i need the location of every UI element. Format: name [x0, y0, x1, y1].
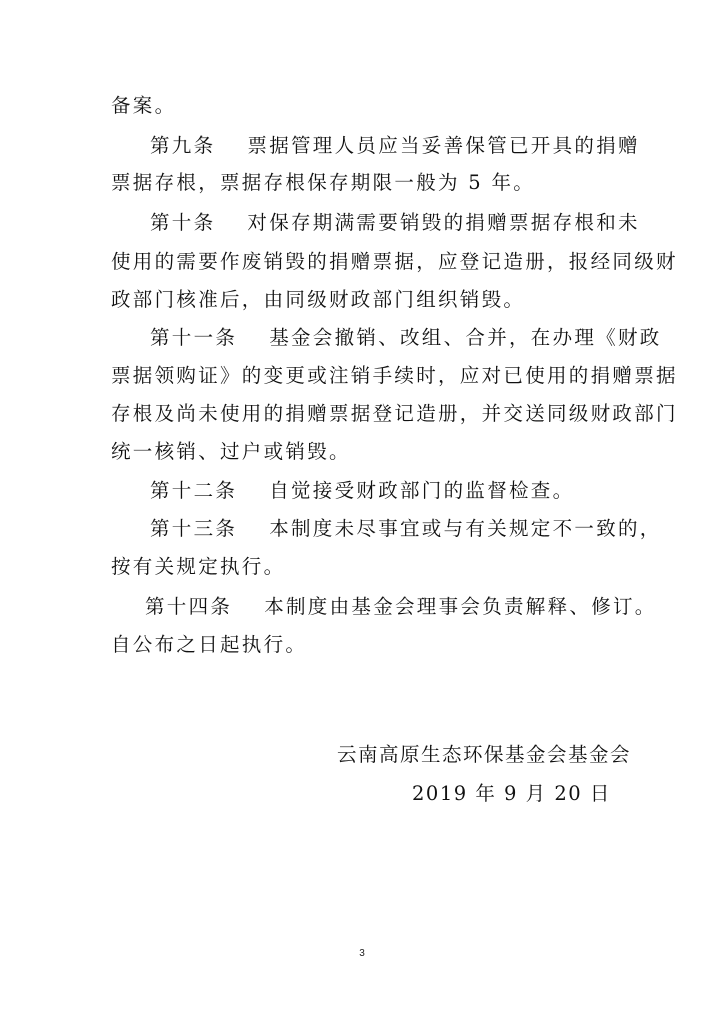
paragraph-text: 统一核销、过户或销毁。	[111, 440, 351, 463]
article-11-line-4	[111, 439, 611, 465]
paragraph-text: 政部门核准后，由同级财政部门组织销毁。	[111, 288, 526, 311]
article-number: 第十四条	[145, 595, 233, 618]
article-12-line-1	[150, 478, 612, 504]
paragraph-text: 使用的需要作废销毁的捐赠票据，应登记造册，报经同级财	[111, 250, 678, 273]
article-number: 第九条	[150, 134, 216, 157]
paragraph-text: 票据管理人员应当妥善保管已开具的捐赠	[247, 134, 640, 157]
paragraph-text: 对保存期满需要销毁的捐赠票据存根和未	[247, 211, 640, 234]
article-13-line-1	[150, 516, 662, 542]
paragraph-text: 票据领购证》的变更或注销手续时，应对已使用的捐赠票据	[111, 364, 678, 387]
page-number: 3	[359, 948, 365, 959]
article-number: 第十条	[150, 211, 216, 234]
paragraph-text: 基金会撤销、改组、合并，在办理《财政	[269, 326, 662, 349]
paragraph-text: 本制度未尽事宜或与有关规定不一致的，	[269, 517, 662, 540]
paragraph-text: 自觉接受财政部门的监督检查。	[269, 479, 575, 502]
article-14-line-2	[111, 632, 611, 658]
article-9-line-1	[150, 133, 640, 159]
paragraph-text: 本制度由基金会理事会负责解释、修订。	[264, 595, 657, 618]
article-9-line-2	[111, 170, 611, 196]
paragraph-text: 备案。	[111, 94, 177, 117]
article-number: 第十三条	[150, 517, 238, 540]
article-14-line-1	[145, 594, 657, 620]
article-number: 第十一条	[150, 326, 238, 349]
article-13-line-2	[111, 554, 611, 580]
article-10-line-2	[111, 249, 678, 275]
signature-organization: 云南高原生态环保基金会基金会	[337, 743, 632, 766]
paragraph-text: 自公布之日起执行。	[111, 633, 308, 656]
article-10-line-3	[111, 287, 611, 313]
text-line	[111, 93, 611, 119]
article-number: 第十二条	[150, 479, 238, 502]
paragraph-text: 按有关规定执行。	[111, 555, 286, 578]
article-10-line-1	[150, 210, 640, 236]
article-11-line-3	[111, 401, 678, 427]
article-11-line-2	[111, 363, 678, 389]
signature-date: 2019 年 9 月 20 日	[412, 782, 611, 805]
article-11-line-1	[150, 325, 662, 351]
paragraph-text: 票据存根，票据存根保存期限一般为 5 年。	[111, 171, 536, 194]
paragraph-text: 存根及尚未使用的捐赠票据登记造册，并交送同级财政部门	[111, 402, 678, 425]
